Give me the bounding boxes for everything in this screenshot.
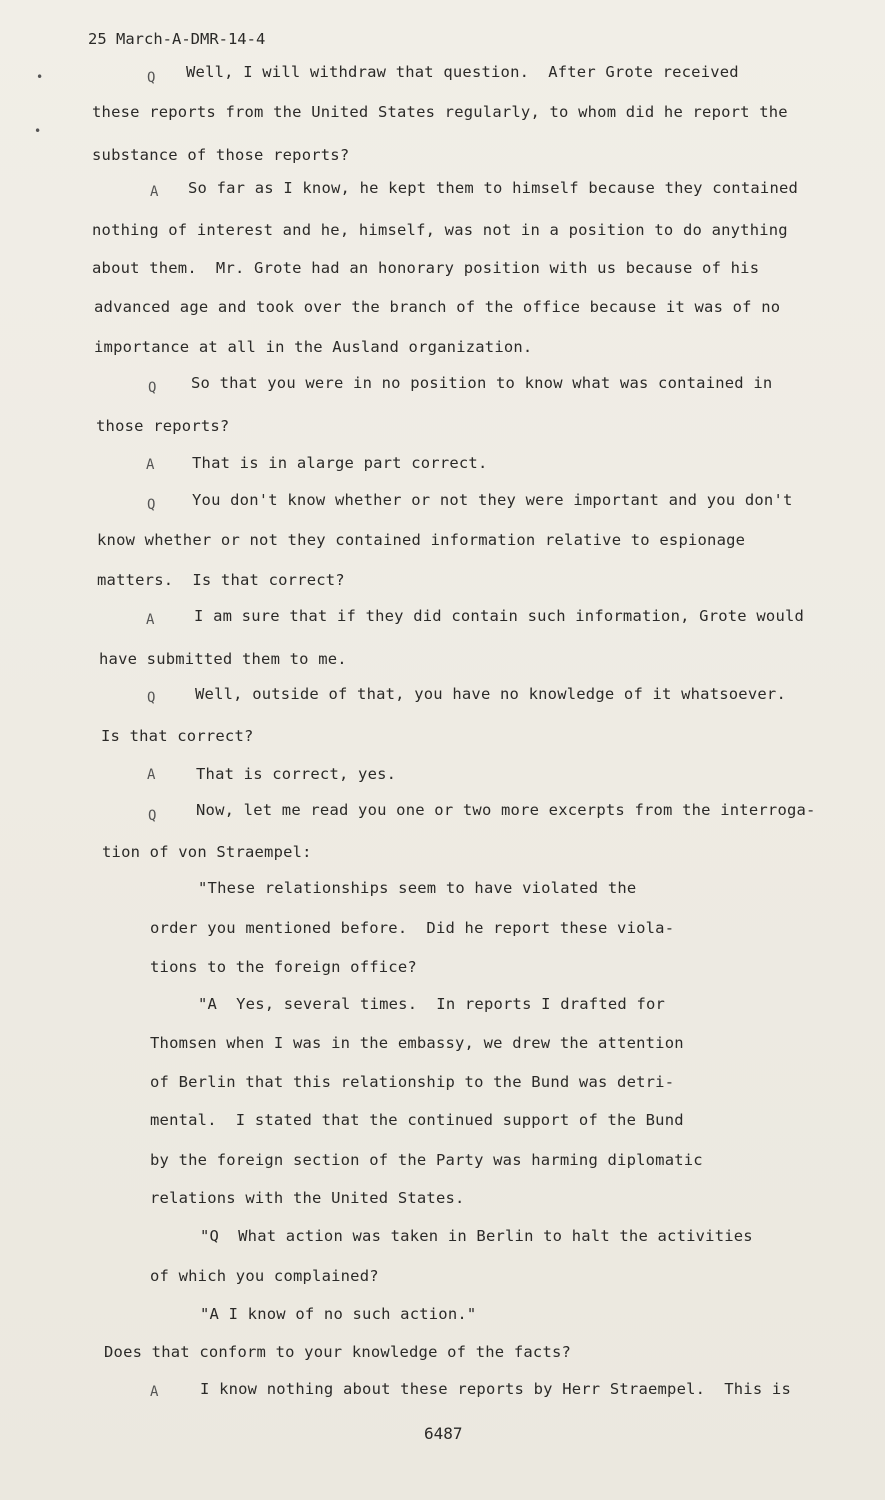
text-line: Well, outside of that, you have no knowledge of it whatsoever. [195, 685, 786, 703]
text-line: have submitted them to me. [99, 650, 347, 668]
text-line: tion of von Straempel: [102, 843, 312, 861]
text-line: So that you were in no position to know what was contained in [191, 374, 773, 392]
text-line: about them. Mr. Grote had an honorary position with us because of his [92, 259, 760, 277]
document-header: 25 March-A-DMR-14-4 [88, 30, 266, 48]
quoted-line: "Q What action was taken in Berlin to halt the activities [200, 1227, 753, 1245]
text-line: So far as I know, he kept them to himself because they contained [188, 179, 799, 197]
speaker-marker: A [147, 767, 156, 783]
speaker-marker: Q [147, 690, 156, 706]
margin-mark: • [34, 124, 42, 138]
text-line: That is correct, yes. [196, 765, 397, 783]
speaker-marker: Q [148, 808, 157, 824]
quoted-line: "A Yes, several times. In reports I drafted for [198, 995, 666, 1013]
quoted-line: order you mentioned before. Did he report these viola- [150, 919, 675, 937]
speaker-marker: Q [147, 497, 156, 513]
text-line: Well, I will withdraw that question. After Grote received [186, 63, 739, 81]
quoted-line: by the foreign section of the Party was harming diplomatic [150, 1151, 703, 1169]
text-line: You don't know whether or not they were important and you don't [192, 491, 793, 509]
text-line: substance of those reports? [92, 146, 350, 164]
text-line: I know nothing about these reports by Herr Straempel. This is [200, 1380, 791, 1398]
speaker-marker: A [146, 457, 155, 473]
quoted-line: tions to the foreign office? [150, 958, 417, 976]
page-number: 6487 [424, 1424, 463, 1443]
text-line: That is in alarge part correct. [192, 454, 488, 472]
text-line: matters. Is that correct? [97, 571, 345, 589]
text-line: Is that correct? [101, 727, 254, 745]
quoted-line: mental. I stated that the continued support of the Bund [150, 1111, 684, 1129]
speaker-marker: Q [148, 380, 157, 396]
text-line: those reports? [96, 417, 230, 435]
text-line: advanced age and took over the branch of the office because it was of no [94, 298, 781, 316]
quoted-line: "A I know of no such action." [200, 1305, 477, 1323]
speaker-marker: Q [147, 70, 156, 86]
quoted-line: of Berlin that this relationship to the Bund was detri- [150, 1073, 675, 1091]
text-line: nothing of interest and he, himself, was not in a position to do anything [92, 221, 788, 239]
text-line: know whether or not they contained information relative to espionage [97, 531, 746, 549]
text-line: I am sure that if they did contain such information, Grote would [194, 607, 805, 625]
quoted-line: Thomsen when I was in the embassy, we drew the attention [150, 1034, 684, 1052]
quoted-line: relations with the United States. [150, 1189, 465, 1207]
quoted-line: "These relationships seem to have violated the [198, 879, 637, 897]
speaker-marker: A [150, 184, 159, 200]
text-line: Does that conform to your knowledge of the facts? [104, 1343, 572, 1361]
speaker-marker: A [146, 612, 155, 628]
speaker-marker: A [150, 1384, 159, 1400]
text-line: these reports from the United States regularly, to whom did he report the [92, 103, 788, 121]
margin-mark: • [36, 70, 44, 84]
quoted-line: of which you complained? [150, 1267, 379, 1285]
text-line: importance at all in the Ausland organization. [94, 338, 533, 356]
text-line: Now, let me read you one or two more excerpts from the interroga- [196, 801, 816, 819]
